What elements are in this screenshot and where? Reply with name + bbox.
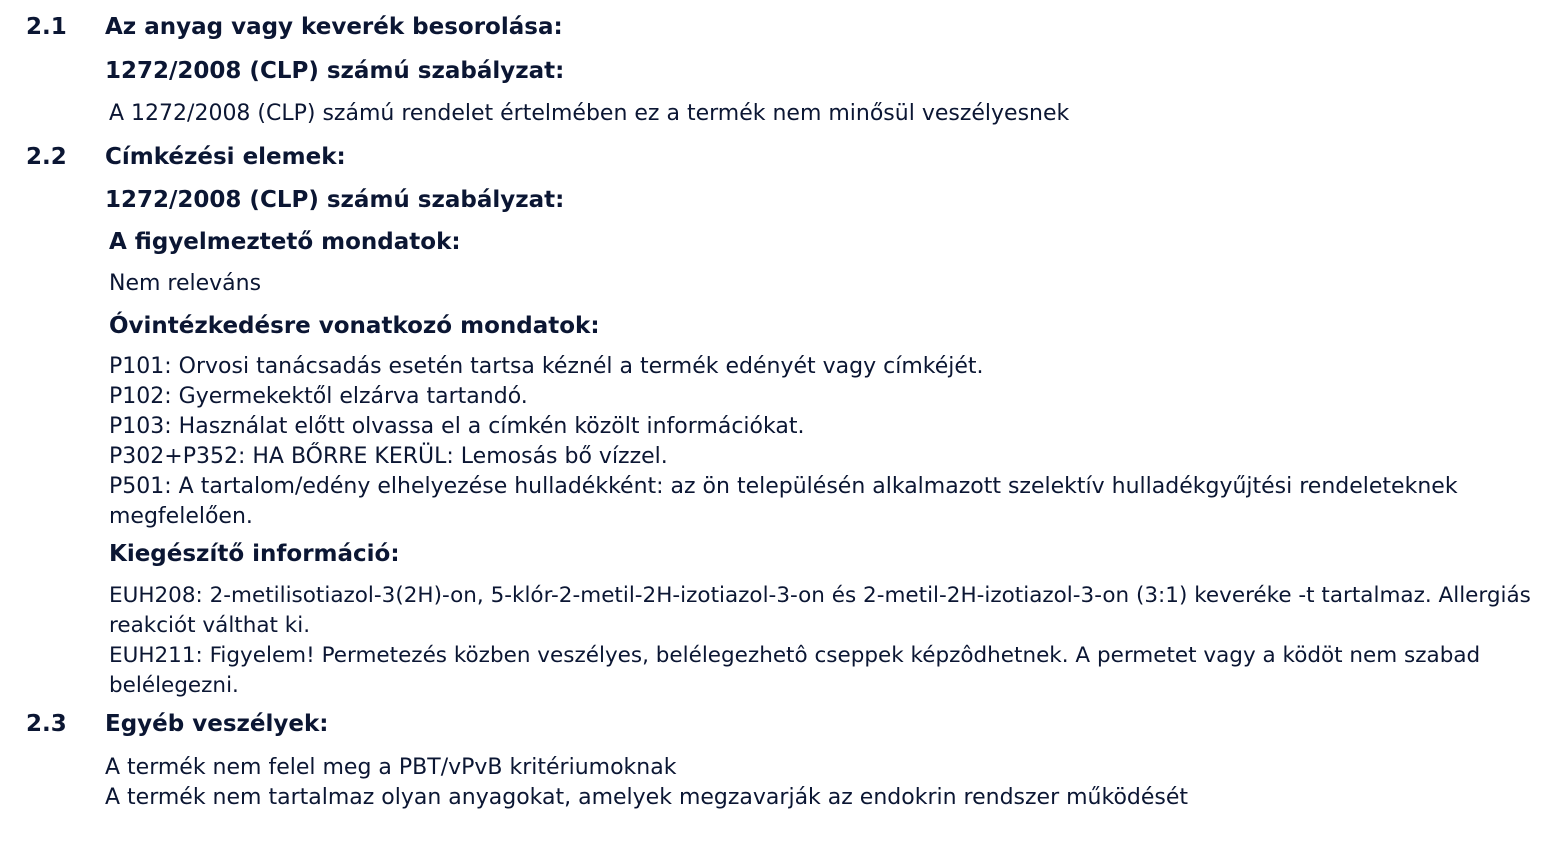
- hazard-statements-text: Nem releváns: [109, 271, 262, 296]
- supplementary-line: EUH208: 2-metilisotiazol-3(2H)-on, 5-klór-2-metil-2H-izotiazol-3-on és 2-metil-2H-izotiazol-3-on (3:1) keveréke -t tartalmaz. Allergiás: [109, 583, 1531, 608]
- supplementary-line: belélegezni.: [109, 673, 239, 698]
- precautionary-statements-list: [109, 352, 1458, 532]
- section-number-2-1: 2.1: [26, 14, 67, 40]
- precaution-line: P103: Használat előtt olvassa el a címkén közölt információkat.: [109, 414, 805, 439]
- section-number-2-3: 2.3: [26, 711, 67, 737]
- regulation-heading-2-2: 1272/2008 (CLP) számú szabályzat:: [105, 187, 565, 213]
- section-title-2-3: Egyéb veszélyek:: [105, 711, 329, 737]
- regulation-heading-2-1: 1272/2008 (CLP) számú szabályzat:: [105, 58, 565, 84]
- precaution-line: P302+P352: HA BŐRRE KERÜL: Lemosás bő vízzel.: [109, 444, 668, 469]
- precautionary-statements-heading: Óvintézkedésre vonatkozó mondatok:: [109, 313, 600, 339]
- section-number-2-2: 2.2: [26, 144, 67, 170]
- other-hazard-line: A termék nem felel meg a PBT/vPvB kritériumoknak: [105, 755, 677, 780]
- other-hazard-line: A termék nem tartalmaz olyan anyagokat, amelyek megzavarják az endokrin rendszer működését: [105, 785, 1189, 810]
- supplementary-info-heading: Kiegészítő információ:: [109, 541, 400, 567]
- precaution-line: P101: Orvosi tanácsadás esetén tartsa kéznél a termék edényét vagy címkéjét.: [109, 354, 984, 379]
- section-title-2-1: Az anyag vagy keverék besorolása:: [105, 14, 563, 40]
- supplementary-info-list: [109, 581, 1531, 701]
- classification-text: A 1272/2008 (CLP) számú rendelet értelmében ez a termék nem minősül veszélyesnek: [109, 101, 1070, 126]
- supplementary-line: reakciót válthat ki.: [109, 613, 311, 638]
- precaution-line: P102: Gyermekektől elzárva tartandó.: [109, 384, 528, 409]
- precaution-line: P501: A tartalom/edény elhelyezése hulladékként: az ön településén alkalmazott szelektív hulladékgyűjtési rendeleteknek: [109, 474, 1458, 499]
- hazard-statements-heading: A figyelmeztető mondatok:: [109, 229, 461, 255]
- other-hazards-list: [105, 753, 1188, 813]
- supplementary-line: EUH211: Figyelem! Permetezés közben veszélyes, belélegezhetô cseppek képzôdhetnek. A permetet vagy a ködöt nem szabad: [109, 643, 1481, 668]
- precaution-line: megfelelően.: [109, 504, 253, 529]
- section-title-2-2: Címkézési elemek:: [105, 144, 346, 170]
